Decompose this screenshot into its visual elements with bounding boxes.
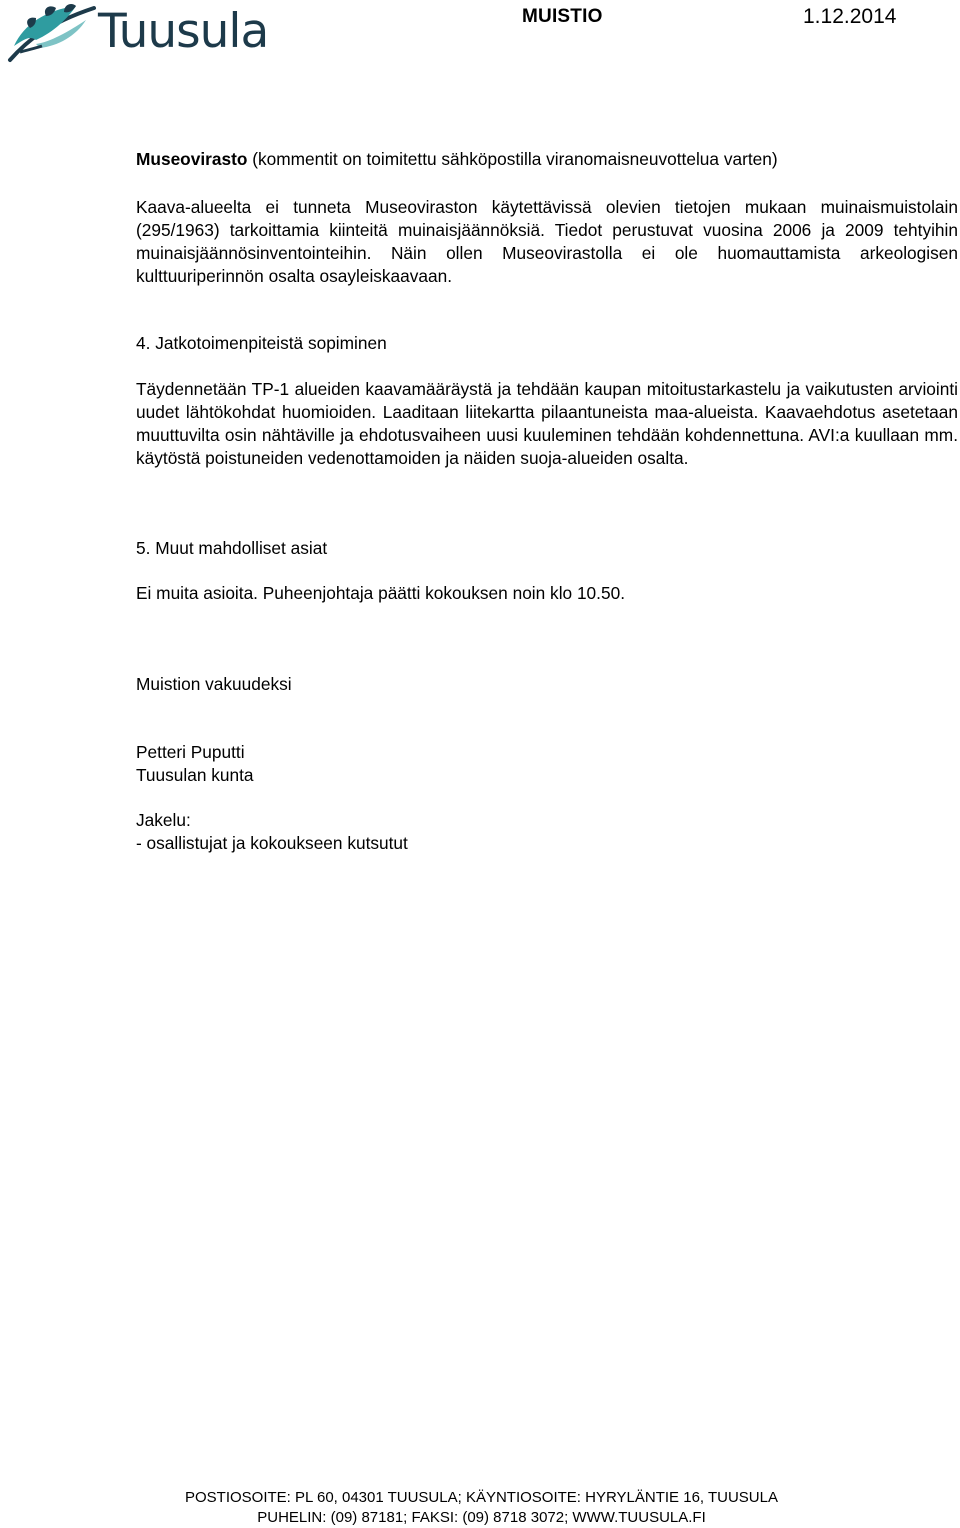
signer-organization: Tuusulan kunta [136,765,254,785]
document-type: MUISTIO [522,6,603,27]
museovirasto-paragraph-block [136,196,958,288]
section-4-paragraph: Täydennetään TP-1 alueiden kaavamääräystä ja tehdään kaupan mitoitustarkastelu ja vaikutusten arviointi uudet lähtökohdat huomioiden. Laaditaan liitekartta pilaantuneista maa-alueista. Kaavaehdotus asetetaan muuttuvilta osin nähtäville ja ehdotusvaiheen uusi kuuleminen tehdään kohdennettuna. AVI:a kuullaan mm. käytöstä poistuneiden vedenottamoiden ja näiden suoja-alueiden osalta. [136,379,958,468]
page-footer [0,1488,960,1528]
section-5-heading: 5. Muut mahdolliset asiat [136,538,328,558]
signer-name: Petteri Puputti [136,742,245,762]
footer-address: POSTIOSOITE: PL 60, 04301 TUUSULA; KÄYNTIOSOITE: HYRYLÄNTIE 16, TUUSULA [185,1489,778,1506]
museovirasto-paragraph: Kaava-alueelta ei tunneta Museoviraston käytettävissä olevien tietojen mukaan muinaismuistolain (295/1963) tarkoittamia kiinteitä muinaisjäännöksiä. Tiedot perustuvat vuosina 2006 ja 2009 tehtyihin muinaisjäännösinventointeihin. Näin ollen Museovirastolla ei ole huomauttamista arkeologisen kulttuuriperinnön osalta osayleiskaavaan. [136,197,958,286]
logo-wordmark: Tuusula [98,4,269,59]
distribution-label: Jakelu: [136,810,191,830]
museovirasto-section [136,148,958,171]
museovirasto-heading-bold: Museovirasto [136,149,248,169]
footer-contact: PUHELIN: (09) 87181; FAKSI: (09) 8718 3072; WWW.TUUSULA.FI [257,1509,706,1526]
distribution-block [136,809,958,855]
section-5-paragraph-block [136,582,958,605]
section-4 [136,332,958,355]
section-5 [136,537,958,560]
section-4-paragraph-block [136,378,958,470]
signature-block [136,741,958,787]
museovirasto-heading [136,148,958,171]
section-5-paragraph: Ei muita asioita. Puheenjohtaja päätti kokouksen noin klo 10.50. [136,583,625,603]
signature-intro: Muistion vakuudeksi [136,674,292,694]
tuusula-logo [6,2,296,64]
section-4-heading: 4. Jatkotoimenpiteistä sopiminen [136,333,387,353]
signature-intro-block [136,673,958,696]
museovirasto-heading-note: (kommentit on toimitettu sähköpostilla viranomaisneuvottelua varten) [247,149,778,169]
distribution-item: - osallistujat ja kokoukseen kutsutut [136,833,408,853]
leaf-icon [6,2,98,64]
document-date: 1.12.2014 [803,5,897,28]
